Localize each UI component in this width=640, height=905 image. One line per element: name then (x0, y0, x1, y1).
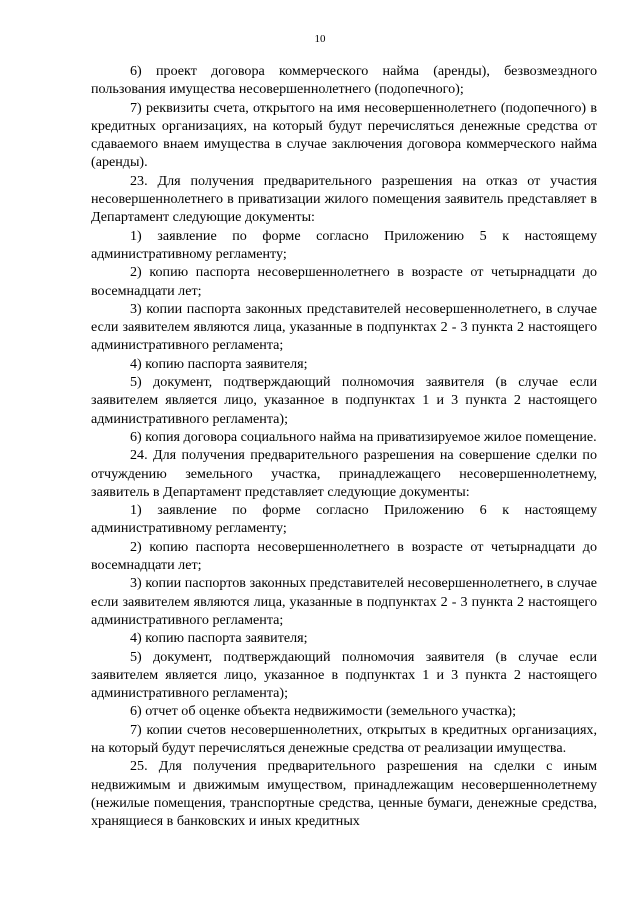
paragraph: 5) документ, подтверждающий полномочия заявителя (в случае если заявителем является лицо, указанное в подпунктах 1 и 3 пункта 2 настоящего административного регламента); (91, 648, 597, 702)
paragraph: 24. Для получения предварительного разрешения на совершение сделки по отчуждению земельного участка, принадлежащего несовершеннолетнему, заявитель в Департамент представляет следующие документы: (91, 447, 597, 500)
paragraph: 4) копию паспорта заявителя; (130, 630, 308, 647)
paragraph: 1) заявление по форме согласно Приложению 5 к настоящему административному регламенту; (91, 227, 597, 262)
paragraph: 4) копию паспорта заявителя; (130, 355, 308, 372)
paragraph: 6) отчет об оценке объекта недвижимости (земельного участка); (130, 703, 516, 720)
paragraph: 3) копии паспорта законных представителей несовершеннолетнего, в случае если заявителем являются лица, указанные в подпунктах 2 - 3 пункта 2 настоящего административного регламента; (91, 300, 597, 354)
paragraph: 7) копии счетов несовершеннолетних, открытых в кредитных организациях, на который будут перечисляться денежные средства от реализации имущества. (91, 721, 597, 756)
page-number: 10 (314, 33, 326, 45)
paragraph: 7) реквизиты счета, открытого на имя несовершеннолетнего (подопечного) в кредитных организациях, на который будут перечисляться денежные средства от сдаваемого внаем имущества в случае заключения договора коммерческого найма (аренды). (91, 99, 597, 171)
paragraph: 5) документ, подтверждающий полномочия заявителя (в случае если заявителем является лицо, указанное в подпунктах 1 и 3 пункта 2 настоящего административного регламента); (91, 374, 597, 427)
paragraph: 2) копию паспорта несовершеннолетнего в возрасте от четырнадцати до восемнадцати лет; (91, 264, 597, 299)
paragraph: 2) копию паспорта несовершеннолетнего в возрасте от четырнадцати до восемнадцати лет; (91, 538, 597, 574)
paragraph: 23. Для получения предварительного разрешения на отказ от участия несовершеннолетнего в приватизации жилого помещения заявитель представляет в Департамент следующие документы: (91, 172, 597, 226)
paragraph: 6) проект договора коммерческого найма (аренды), безвозмездного пользования имущества несовершеннолетнего (подопечного); (91, 63, 597, 98)
body-text (91, 62, 597, 830)
paragraph: 25. Для получения предварительного разрешения на сделки с иным недвижимым и движимым имуществом, принадлежащим несовершеннолетнему (нежилые помещения, транспортные средства, ценные бумаги, денежные средства, хранящиеся в банковских и иных кредитных (91, 758, 597, 830)
paragraph: 1) заявление по форме согласно Приложению 6 к настоящему административному регламенту; (91, 502, 597, 537)
paragraph: 6) копия договора социального найма на приватизируемое жилое помещение. (130, 428, 597, 445)
paragraph: 3) копии паспортов законных представителей несовершеннолетнего, в случае если заявителем являются лица, указанные в подпунктах 2 - 3 пункта 2 настоящего административного регламента; (91, 575, 597, 628)
